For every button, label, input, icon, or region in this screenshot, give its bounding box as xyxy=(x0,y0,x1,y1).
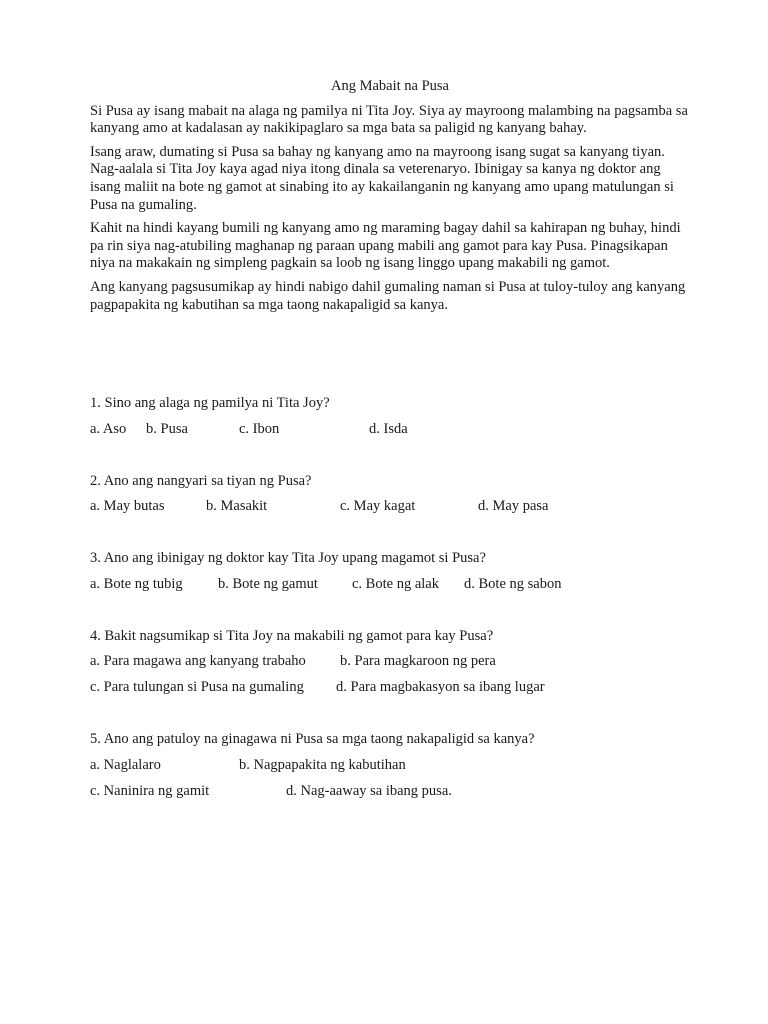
story-paragraph-3: Kahit na hindi kayang bumili ng kanyang amo ng maraming bagay dahil sa kahirapan ng buhay, hindi pa rin siya nag-atubiling maghanap ng paraan upang mabili ang gamot para kay Pusa. Pinagsikapan niya na makakain ng simpleng pagkain sa loob ng isang linggo upang makabili ng gamot. xyxy=(90,220,681,272)
question-5-options-row-1 xyxy=(90,757,710,775)
question-2-option-c: c. May kagat xyxy=(340,498,416,515)
question-1-option-d: d. Isda xyxy=(369,420,408,437)
question-4-text: 4. Bakit nagsumikap si Tita Joy na makabili ng gamot para kay Pusa? xyxy=(90,627,494,644)
question-4-option-c: c. Para tulungan si Pusa na gumaling xyxy=(90,679,304,696)
question-2 xyxy=(90,473,710,517)
question-3-option-a: a. Bote ng tubig xyxy=(90,575,183,592)
question-1 xyxy=(90,395,710,439)
question-2-options xyxy=(90,498,710,516)
question-1-options xyxy=(90,421,710,439)
question-5-options-row-2 xyxy=(90,783,710,801)
question-3-option-b: b. Bote ng gamut xyxy=(218,575,318,592)
question-4-option-a: a. Para magawa ang kanyang trabaho xyxy=(90,653,306,670)
question-5-option-a: a. Naglalaro xyxy=(90,756,161,773)
question-3 xyxy=(90,550,710,594)
questions-section xyxy=(90,395,710,835)
question-1-option-c: c. Ibon xyxy=(239,420,280,437)
question-5 xyxy=(90,731,710,801)
question-1-option-b: b. Pusa xyxy=(146,420,188,437)
question-1-text: 1. Sino ang alaga ng pamilya ni Tita Joy? xyxy=(90,395,330,411)
question-5-option-c: c. Naninira ng gamit xyxy=(90,782,210,799)
question-4 xyxy=(90,628,710,698)
question-3-option-c: c. Bote ng alak xyxy=(352,575,439,592)
story-paragraph-4: Ang kanyang pagsusumikap ay hindi nabigo dahil gumaling naman si Pusa at tuloy-tuloy ang kanyang pagpapakita ng kabutihan sa mga taong nakapaligid sa kanya. xyxy=(90,278,686,313)
question-1-option-a: a. Aso xyxy=(90,420,127,437)
question-2-option-d: d. May pasa xyxy=(478,498,549,515)
question-5-option-d: d. Nag-aaway sa ibang pusa. xyxy=(286,782,452,799)
story-paragraph-1: Si Pusa ay isang mabait na alaga ng pamilya ni Tita Joy. Siya ay mayroong malambing na pagsamba sa kanyang amo at kadalasan ay nakikipaglaro sa mga bata sa paligid ng kanyang bahay. xyxy=(90,102,688,137)
story-paragraph-2: Isang araw, dumating si Pusa sa bahay ng kanyang amo na mayroong isang sugat sa kanyang tiyan. Nag-aalala si Tita Joy kaya agad niya itong dinala sa veterenaryo. Ibinigay sa kanya ng doktor ang isang maliit na bote ng gamot at sinabing ito ay kakailanganin ng kanyang amo upang matulungan si Pusa na gumaling. xyxy=(90,143,674,213)
question-3-text: 3. Ano ang ibinigay ng doktor kay Tita Joy upang magamot si Pusa? xyxy=(90,550,486,567)
question-4-option-b: b. Para magkaroon ng pera xyxy=(340,653,496,670)
question-4-option-d: d. Para magbakasyon sa ibang lugar xyxy=(336,679,545,696)
question-2-option-b: b. Masakit xyxy=(206,498,268,515)
question-2-text: 2. Ano ang nangyari sa tiyan ng Pusa? xyxy=(90,472,312,489)
question-5-text: 5. Ano ang patuloy na ginagawa ni Pusa sa mga taong nakapaligid sa kanya? xyxy=(90,731,535,748)
story-section xyxy=(90,78,690,320)
question-4-options-row-1 xyxy=(90,653,710,671)
question-3-options xyxy=(90,576,710,594)
question-3-option-d: d. Bote ng sabon xyxy=(464,575,562,592)
question-2-option-a: a. May butas xyxy=(90,498,165,515)
question-5-option-b: b. Nagpapakita ng kabutihan xyxy=(239,756,406,773)
document-title: Ang Mabait na Pusa xyxy=(331,78,449,94)
question-4-options-row-2 xyxy=(90,679,710,697)
